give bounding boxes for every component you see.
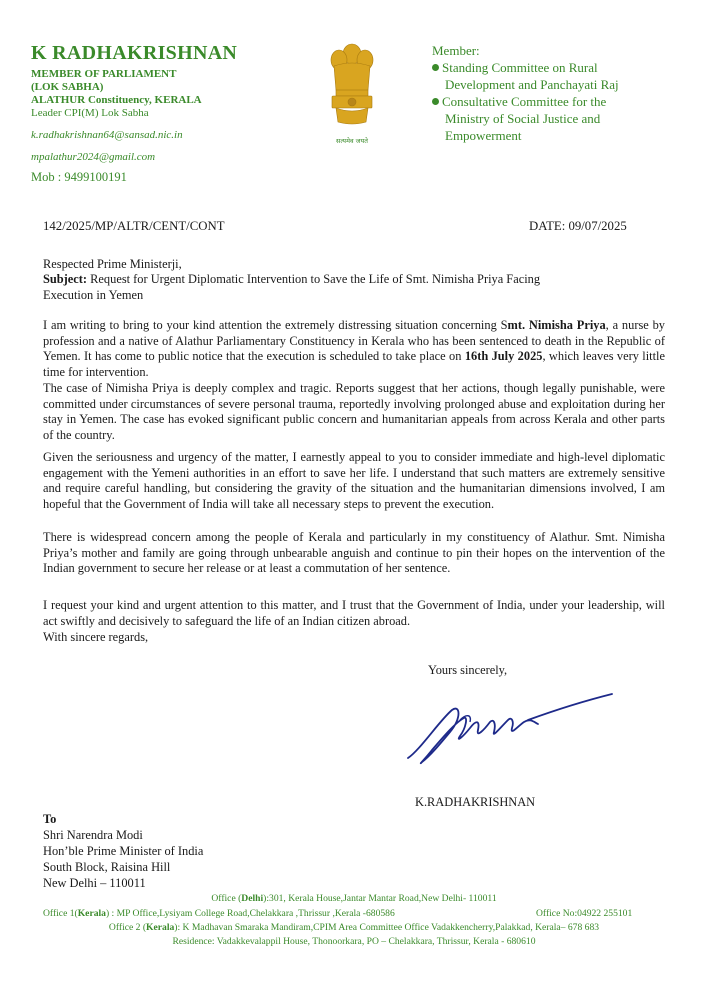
to-label: To <box>43 812 57 826</box>
bullet-icon <box>432 98 439 105</box>
subject-text: Request for Urgent Diplomatic Intervention to Save the Life of Smt. Nimisha Priya Facing <box>87 272 541 286</box>
paragraph-2: The case of Nimisha Priya is deeply complex and tragic. Reports suggest that her actions, though legally punishable, were committed under circumstances of severe personal trauma, reportedly involving prolonged abuse and exploitation during her stay in Yemen. The case has evoked significant public concern and humanitarian appeals from across Kerala and other parts of the country. <box>43 381 665 442</box>
footer-office-1-phone: Office No:04922 255101 <box>536 908 633 919</box>
salutation: Respected Prime Ministerji, <box>43 257 182 271</box>
subject-line <box>43 272 540 287</box>
closing-yours: Yours sincerely, <box>428 663 508 677</box>
addressee-name: Shri Narendra Modi <box>43 828 143 842</box>
paragraph-5: I request your kind and urgent attention to this matter, and I trust that the Government of India, under your leadership, will act swiftly and decisively to safeguard the life of an Indian citizen abroad. <box>43 598 665 628</box>
subject-line-2: Execution in Yemen <box>43 288 144 302</box>
letter-date: DATE: 09/07/2025 <box>529 219 627 233</box>
letterhead-mobile: Mob : 9499100191 <box>31 170 127 184</box>
closing-regards: With sincere regards, <box>43 630 149 644</box>
letterhead-email-personal: mpalathur2024@gmail.com <box>31 151 156 163</box>
signatory-name: K.RADHAKRISHNAN <box>415 795 536 809</box>
member-label: Member: <box>432 43 480 58</box>
paragraph-1: I am writing to bring to your kind attention the extremely distressing situation concerning Smt. Nimisha Priya, a nurse by profession and a native of Alathur Parliamentary Constituency in Kerala who has been sentenced to death in the Republic of Yemen. It has come to public notice that the execution is scheduled to take place on 16th July 2025, which leaves very little time for intervention. <box>43 318 666 379</box>
national-emblem <box>322 40 382 146</box>
committee-2-line3: Empowerment <box>445 128 522 143</box>
emblem-caption: सत्यमेव जयते <box>336 137 368 145</box>
footer-office-1: Office 1(Kerala) : MP Office,Lysiyam College Road,Chelakkara ,Thrissur ,Kerala -680586 <box>43 908 395 919</box>
addressee-title: Hon’ble Prime Minister of India <box>43 844 204 858</box>
committee-1-line2: Development and Panchayati Raj <box>445 77 619 92</box>
committee-2-line1: Consultative Committee for the <box>442 94 607 109</box>
letterhead-role: Leader CPI(M) Lok Sabha <box>31 107 149 119</box>
paragraph-3: Given the seriousness and urgency of the matter, I earnestly appeal to you to consider immediate and high-level diplomatic engagement with the Yemeni authorities in an effort to save her life. I understand that such matters are extremely sensitive and require careful handling, but considering the gravity of the situation and the humanitarian dimensions involved, I am hopeful that the Government of India will take all necessary steps to prevent the execution. <box>43 450 665 511</box>
addressee-address-1: South Block, Raisina Hill <box>43 860 171 874</box>
subject-label: Subject: <box>43 272 88 286</box>
signature <box>400 680 620 780</box>
letterhead-constituency: ALATHUR Constituency, KERALA <box>31 94 202 106</box>
addressee-address-2: New Delhi – 110011 <box>43 876 146 890</box>
bullet-icon <box>432 64 439 71</box>
committee-1-line1: Standing Committee on Rural <box>442 60 598 75</box>
emblem-icon <box>322 40 382 140</box>
signature-icon <box>400 680 620 780</box>
letterhead-house: (LOK SABHA) <box>31 81 104 93</box>
committee-1 <box>432 59 598 76</box>
committee-2 <box>432 93 606 110</box>
committee-2-line2: Ministry of Social Justice and <box>445 111 601 126</box>
letterhead-title: MEMBER OF PARLIAMENT <box>31 68 177 80</box>
letterhead-name: K RADHAKRISHNAN <box>31 42 238 64</box>
letterhead-email-official: k.radhakrishnan64@sansad.nic.in <box>31 129 183 141</box>
footer-office-delhi: Office (Delhi):301, Kerala House,Jantar Mantar Road,New Delhi- 110011 <box>211 893 497 904</box>
paragraph-4: There is widespread concern among the people of Kerala and particularly in my constituency of Alathur. Smt. Nimisha Priya’s mother and family are going through unbearable anguish and continue to pin their hopes on the intervention of the Indian government to secure her release or at least a commutation of her sentence. <box>43 530 665 576</box>
footer-residence: Residence: Vadakkevalappil House, Thonoorkara, PO – Chelakkara, Thrissur, Kerala - 680610 <box>172 936 536 947</box>
reference-number: 142/2025/MP/ALTR/CENT/CONT <box>43 219 225 233</box>
footer-office-2: Office 2 (Kerala): K Madhavan Smaraka Mandiram,CPIM Area Committee Office Vadakkencherry,Palakkad, Kerala– 678 683 <box>108 922 600 933</box>
